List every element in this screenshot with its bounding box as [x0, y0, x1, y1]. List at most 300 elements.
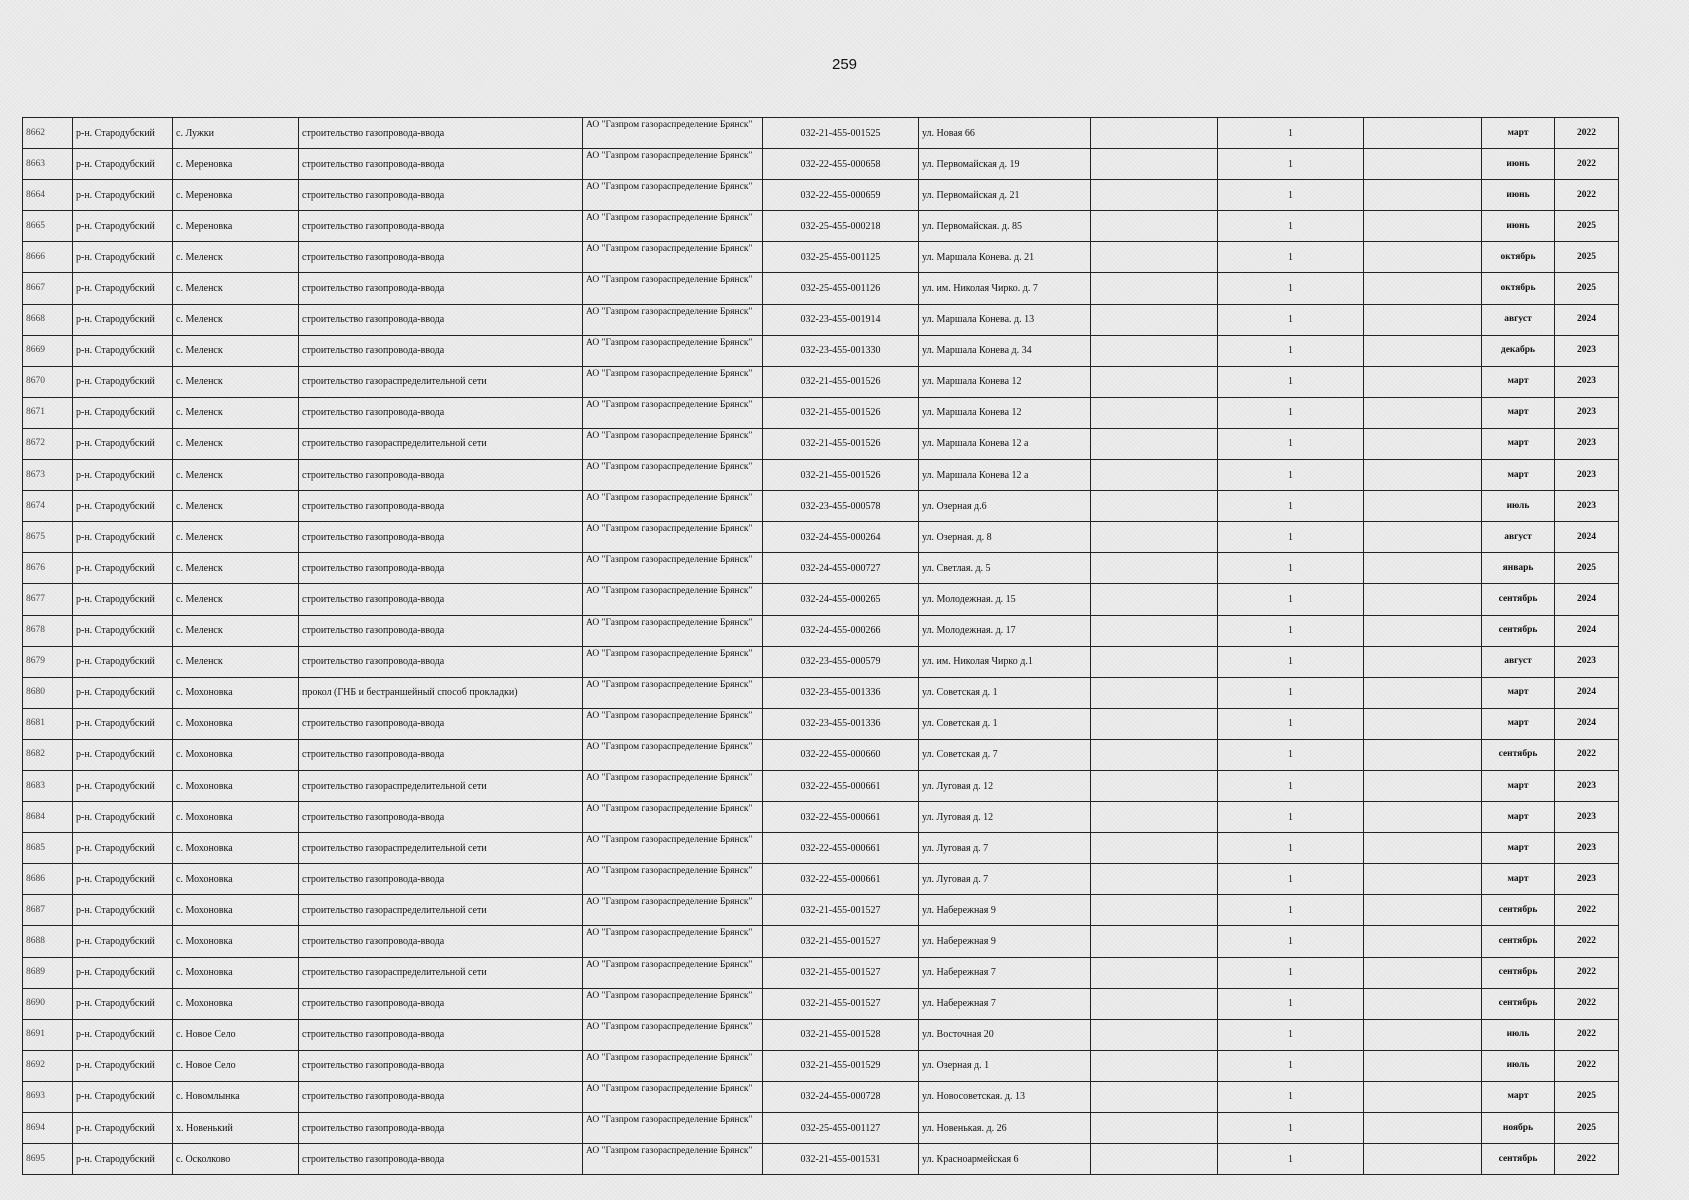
cell-address: ул. Восточная 20: [919, 1019, 1091, 1050]
page-number: 259: [831, 56, 858, 73]
cell-address: ул. Маршала Конева д. 34: [919, 335, 1091, 366]
cell-empty: [1364, 1050, 1482, 1081]
cell-organization: АО "Газпром газораспределение Брянск": [583, 615, 763, 646]
cell-quantity: 1: [1218, 802, 1364, 833]
cell-empty: [1364, 1113, 1482, 1144]
cell-district: р-н. Стародубский: [73, 615, 173, 646]
cell-quantity: 1: [1218, 180, 1364, 211]
cell-object-code: 032-21-455-001526: [763, 428, 919, 459]
cell-object-code: 032-22-455-000661: [763, 864, 919, 895]
cell-year: 2025: [1555, 273, 1619, 304]
cell-address: ул. Набережная 9: [919, 926, 1091, 957]
cell-address: ул. Светлая. д. 5: [919, 553, 1091, 584]
cell-district: р-н. Стародубский: [73, 366, 173, 397]
cell-settlement: с. Новое Село: [173, 1019, 299, 1050]
table-row: [23, 242, 1619, 273]
cell-empty: [1091, 1019, 1218, 1050]
cell-month: март: [1482, 460, 1555, 491]
table-row: [23, 460, 1619, 491]
cell-empty: [1364, 460, 1482, 491]
table-row: [23, 522, 1619, 553]
cell-empty: [1091, 1113, 1218, 1144]
cell-organization: АО "Газпром газораспределение Брянск": [583, 988, 763, 1019]
cell-district: р-н. Стародубский: [73, 397, 173, 428]
cell-year: 2022: [1555, 739, 1619, 770]
cell-address: ул. Маршала Конева 12: [919, 397, 1091, 428]
cell-address: ул. Новенькая. д. 26: [919, 1113, 1091, 1144]
cell-month: июнь: [1482, 180, 1555, 211]
cell-settlement: с. Мохоновка: [173, 926, 299, 957]
cell-quantity: 1: [1218, 304, 1364, 335]
table-row: [23, 584, 1619, 615]
cell-district: р-н. Стародубский: [73, 802, 173, 833]
cell-empty: [1364, 211, 1482, 242]
cell-address: ул. Озерная д. 1: [919, 1050, 1091, 1081]
cell-organization: АО "Газпром газораспределение Брянск": [583, 491, 763, 522]
cell-empty: [1091, 180, 1218, 211]
cell-month: сентябрь: [1482, 988, 1555, 1019]
cell-district: р-н. Стародубский: [73, 304, 173, 335]
cell-organization: АО "Газпром газораспределение Брянск": [583, 397, 763, 428]
cell-address: ул. Маршала Конева 12: [919, 366, 1091, 397]
cell-month: март: [1482, 366, 1555, 397]
cell-month: сентябрь: [1482, 957, 1555, 988]
cell-organization: АО "Газпром газораспределение Брянск": [583, 273, 763, 304]
cell-address: ул. Первомайская д. 19: [919, 149, 1091, 180]
cell-row-number: 8695: [23, 1144, 73, 1175]
cell-row-number: 8678: [23, 615, 73, 646]
cell-district: р-н. Стародубский: [73, 708, 173, 739]
cell-year: 2023: [1555, 366, 1619, 397]
cell-settlement: с. Меленск: [173, 366, 299, 397]
cell-work-type: строительство газопровода-ввода: [299, 460, 583, 491]
cell-settlement: с. Меленск: [173, 584, 299, 615]
cell-organization: АО "Газпром газораспределение Брянск": [583, 180, 763, 211]
cell-settlement: с. Мохоновка: [173, 708, 299, 739]
cell-year: 2024: [1555, 522, 1619, 553]
table-row: [23, 864, 1619, 895]
cell-work-type: строительство газопровода-ввода: [299, 242, 583, 273]
cell-row-number: 8690: [23, 988, 73, 1019]
cell-empty: [1364, 802, 1482, 833]
cell-object-code: 032-21-455-001526: [763, 366, 919, 397]
cell-organization: АО "Газпром газораспределение Брянск": [583, 833, 763, 864]
cell-object-code: 032-23-455-001336: [763, 708, 919, 739]
cell-quantity: 1: [1218, 1113, 1364, 1144]
cell-work-type: строительство газопровода-ввода: [299, 615, 583, 646]
cell-organization: АО "Газпром газораспределение Брянск": [583, 118, 763, 149]
cell-settlement: с. Меленск: [173, 242, 299, 273]
cell-work-type: строительство газопровода-ввода: [299, 118, 583, 149]
cell-empty: [1364, 864, 1482, 895]
cell-organization: АО "Газпром газораспределение Брянск": [583, 1113, 763, 1144]
cell-year: 2025: [1555, 1081, 1619, 1112]
cell-quantity: 1: [1218, 211, 1364, 242]
cell-month: март: [1482, 1081, 1555, 1112]
table-row: [23, 708, 1619, 739]
cell-settlement: с. Меленск: [173, 335, 299, 366]
cell-empty: [1091, 677, 1218, 708]
cell-work-type: строительство газопровода-ввода: [299, 335, 583, 366]
cell-month: сентябрь: [1482, 926, 1555, 957]
cell-empty: [1091, 646, 1218, 677]
cell-row-number: 8681: [23, 708, 73, 739]
cell-month: август: [1482, 304, 1555, 335]
cell-work-type: строительство газораспределительной сети: [299, 366, 583, 397]
cell-month: июль: [1482, 1050, 1555, 1081]
cell-empty: [1364, 491, 1482, 522]
cell-district: р-н. Стародубский: [73, 460, 173, 491]
cell-work-type: строительство газопровода-ввода: [299, 1113, 583, 1144]
cell-empty: [1364, 1144, 1482, 1175]
cell-month: июль: [1482, 1019, 1555, 1050]
cell-organization: АО "Газпром газораспределение Брянск": [583, 522, 763, 553]
cell-organization: АО "Газпром газораспределение Брянск": [583, 428, 763, 459]
cell-quantity: 1: [1218, 335, 1364, 366]
cell-quantity: 1: [1218, 242, 1364, 273]
cell-empty: [1364, 242, 1482, 273]
cell-empty: [1364, 739, 1482, 770]
cell-month: март: [1482, 864, 1555, 895]
cell-empty: [1364, 833, 1482, 864]
cell-address: ул. им. Николая Чирко. д. 7: [919, 273, 1091, 304]
cell-row-number: 8680: [23, 677, 73, 708]
cell-work-type: строительство газопровода-ввода: [299, 1081, 583, 1112]
table-row: [23, 615, 1619, 646]
cell-settlement: с. Осколково: [173, 1144, 299, 1175]
cell-settlement: с. Мохоновка: [173, 988, 299, 1019]
cell-address: ул. Первомайская. д. 85: [919, 211, 1091, 242]
cell-work-type: строительство газопровода-ввода: [299, 1144, 583, 1175]
cell-empty: [1091, 1081, 1218, 1112]
cell-empty: [1364, 522, 1482, 553]
cell-empty: [1364, 149, 1482, 180]
table-row: [23, 553, 1619, 584]
cell-organization: АО "Газпром газораспределение Брянск": [583, 677, 763, 708]
table-row: [23, 895, 1619, 926]
cell-district: р-н. Стародубский: [73, 988, 173, 1019]
cell-year: 2023: [1555, 864, 1619, 895]
cell-address: ул. Советская д. 1: [919, 677, 1091, 708]
cell-quantity: 1: [1218, 957, 1364, 988]
cell-empty: [1364, 708, 1482, 739]
cell-empty: [1364, 397, 1482, 428]
cell-work-type: строительство газопровода-ввода: [299, 739, 583, 770]
cell-month: август: [1482, 646, 1555, 677]
cell-settlement: с. Мереновка: [173, 211, 299, 242]
cell-year: 2025: [1555, 1113, 1619, 1144]
cell-organization: АО "Газпром газораспределение Брянск": [583, 646, 763, 677]
cell-quantity: 1: [1218, 864, 1364, 895]
cell-row-number: 8665: [23, 211, 73, 242]
cell-settlement: с. Новомлынка: [173, 1081, 299, 1112]
table-row: [23, 1113, 1619, 1144]
cell-object-code: 032-24-455-000727: [763, 553, 919, 584]
cell-work-type: строительство газораспределительной сети: [299, 895, 583, 926]
cell-district: р-н. Стародубский: [73, 491, 173, 522]
cell-month: март: [1482, 802, 1555, 833]
cell-address: ул. им. Николая Чирко д.1: [919, 646, 1091, 677]
cell-work-type: строительство газопровода-ввода: [299, 149, 583, 180]
cell-empty: [1091, 149, 1218, 180]
cell-empty: [1091, 708, 1218, 739]
cell-row-number: 8689: [23, 957, 73, 988]
cell-organization: АО "Газпром газораспределение Брянск": [583, 1050, 763, 1081]
cell-empty: [1364, 1019, 1482, 1050]
table-row: [23, 304, 1619, 335]
cell-row-number: 8673: [23, 460, 73, 491]
cell-settlement: с. Меленск: [173, 397, 299, 428]
cell-empty: [1091, 428, 1218, 459]
cell-year: 2022: [1555, 1050, 1619, 1081]
cell-address: ул. Набережная 7: [919, 957, 1091, 988]
cell-month: ноябрь: [1482, 1113, 1555, 1144]
cell-district: р-н. Стародубский: [73, 149, 173, 180]
cell-organization: АО "Газпром газораспределение Брянск": [583, 149, 763, 180]
cell-object-code: 032-21-455-001527: [763, 988, 919, 1019]
cell-organization: АО "Газпром газораспределение Брянск": [583, 335, 763, 366]
cell-month: март: [1482, 428, 1555, 459]
cell-quantity: 1: [1218, 273, 1364, 304]
cell-row-number: 8685: [23, 833, 73, 864]
cell-year: 2023: [1555, 491, 1619, 522]
cell-row-number: 8674: [23, 491, 73, 522]
cell-row-number: 8662: [23, 118, 73, 149]
cell-object-code: 032-21-455-001526: [763, 460, 919, 491]
cell-work-type: строительство газопровода-ввода: [299, 584, 583, 615]
cell-organization: АО "Газпром газораспределение Брянск": [583, 895, 763, 926]
cell-row-number: 8687: [23, 895, 73, 926]
cell-organization: АО "Газпром газораспределение Брянск": [583, 1081, 763, 1112]
cell-object-code: 032-25-455-001125: [763, 242, 919, 273]
table-row: [23, 926, 1619, 957]
cell-year: 2025: [1555, 242, 1619, 273]
cell-quantity: 1: [1218, 428, 1364, 459]
cell-work-type: строительство газопровода-ввода: [299, 864, 583, 895]
cell-organization: АО "Газпром газораспределение Брянск": [583, 1019, 763, 1050]
cell-object-code: 032-23-455-001330: [763, 335, 919, 366]
cell-row-number: 8669: [23, 335, 73, 366]
cell-empty: [1364, 646, 1482, 677]
cell-year: 2023: [1555, 460, 1619, 491]
table-row: [23, 180, 1619, 211]
cell-work-type: строительство газопровода-ввода: [299, 553, 583, 584]
cell-settlement: х. Новенький: [173, 1113, 299, 1144]
cell-object-code: 032-22-455-000661: [763, 833, 919, 864]
cell-address: ул. Набережная 9: [919, 895, 1091, 926]
cell-row-number: 8693: [23, 1081, 73, 1112]
cell-settlement: с. Мохоновка: [173, 833, 299, 864]
cell-quantity: 1: [1218, 460, 1364, 491]
cell-empty: [1091, 522, 1218, 553]
cell-row-number: 8684: [23, 802, 73, 833]
cell-settlement: с. Меленск: [173, 273, 299, 304]
cell-organization: АО "Газпром газораспределение Брянск": [583, 366, 763, 397]
cell-month: октябрь: [1482, 273, 1555, 304]
cell-district: р-н. Стародубский: [73, 522, 173, 553]
table-row: [23, 770, 1619, 801]
cell-empty: [1091, 1144, 1218, 1175]
cell-quantity: 1: [1218, 397, 1364, 428]
cell-organization: АО "Газпром газораспределение Брянск": [583, 957, 763, 988]
cell-month: сентябрь: [1482, 1144, 1555, 1175]
cell-empty: [1364, 677, 1482, 708]
cell-empty: [1364, 926, 1482, 957]
cell-object-code: 032-22-455-000660: [763, 739, 919, 770]
cell-address: ул. Озерная д.6: [919, 491, 1091, 522]
cell-year: 2023: [1555, 397, 1619, 428]
cell-empty: [1091, 1050, 1218, 1081]
cell-year: 2022: [1555, 1019, 1619, 1050]
cell-settlement: с. Лужки: [173, 118, 299, 149]
cell-quantity: 1: [1218, 1081, 1364, 1112]
table-row: [23, 677, 1619, 708]
cell-empty: [1364, 1081, 1482, 1112]
cell-address: ул. Набережная 7: [919, 988, 1091, 1019]
table-row: [23, 988, 1619, 1019]
cell-row-number: 8682: [23, 739, 73, 770]
cell-organization: АО "Газпром газораспределение Брянск": [583, 242, 763, 273]
cell-quantity: 1: [1218, 615, 1364, 646]
cell-district: р-н. Стародубский: [73, 739, 173, 770]
cell-year: 2023: [1555, 770, 1619, 801]
cell-quantity: 1: [1218, 491, 1364, 522]
cell-district: р-н. Стародубский: [73, 646, 173, 677]
cell-object-code: 032-22-455-000659: [763, 180, 919, 211]
cell-settlement: с. Мохоновка: [173, 864, 299, 895]
cell-district: р-н. Стародубский: [73, 1050, 173, 1081]
table-row: [23, 646, 1619, 677]
table-row: [23, 1050, 1619, 1081]
cell-quantity: 1: [1218, 677, 1364, 708]
cell-empty: [1091, 957, 1218, 988]
cell-empty: [1091, 460, 1218, 491]
cell-quantity: 1: [1218, 926, 1364, 957]
table-row: [23, 802, 1619, 833]
cell-work-type: строительство газораспределительной сети: [299, 833, 583, 864]
cell-address: ул. Маршала Конева. д. 21: [919, 242, 1091, 273]
cell-row-number: 8688: [23, 926, 73, 957]
cell-row-number: 8683: [23, 770, 73, 801]
cell-work-type: строительство газораспределительной сети: [299, 957, 583, 988]
cell-year: 2022: [1555, 957, 1619, 988]
table-row: [23, 1144, 1619, 1175]
cell-empty: [1364, 428, 1482, 459]
cell-object-code: 032-21-455-001527: [763, 895, 919, 926]
table-row: [23, 397, 1619, 428]
cell-address: ул. Красноармейская 6: [919, 1144, 1091, 1175]
cell-settlement: с. Мохоновка: [173, 802, 299, 833]
cell-work-type: строительство газопровода-ввода: [299, 988, 583, 1019]
cell-object-code: 032-21-455-001529: [763, 1050, 919, 1081]
table-body: [23, 118, 1619, 1175]
cell-quantity: 1: [1218, 118, 1364, 149]
cell-empty: [1091, 553, 1218, 584]
cell-empty: [1364, 615, 1482, 646]
cell-object-code: 032-21-455-001526: [763, 397, 919, 428]
cell-empty: [1364, 770, 1482, 801]
cell-work-type: строительство газораспределительной сети: [299, 428, 583, 459]
cell-year: 2023: [1555, 802, 1619, 833]
cell-object-code: 032-23-455-000579: [763, 646, 919, 677]
cell-object-code: 032-25-455-001126: [763, 273, 919, 304]
cell-work-type: строительство газораспределительной сети: [299, 770, 583, 801]
cell-organization: АО "Газпром газораспределение Брянск": [583, 739, 763, 770]
cell-year: 2023: [1555, 335, 1619, 366]
cell-quantity: 1: [1218, 895, 1364, 926]
cell-address: ул. Маршала Конева 12 а: [919, 428, 1091, 459]
cell-year: 2023: [1555, 833, 1619, 864]
cell-address: ул. Молодежная. д. 15: [919, 584, 1091, 615]
cell-organization: АО "Газпром газораспределение Брянск": [583, 770, 763, 801]
cell-object-code: 032-25-455-000218: [763, 211, 919, 242]
cell-year: 2023: [1555, 428, 1619, 459]
cell-address: ул. Советская д. 1: [919, 708, 1091, 739]
cell-quantity: 1: [1218, 708, 1364, 739]
cell-district: р-н. Стародубский: [73, 211, 173, 242]
cell-empty: [1091, 864, 1218, 895]
cell-year: 2025: [1555, 211, 1619, 242]
cell-organization: АО "Газпром газораспределение Брянск": [583, 584, 763, 615]
cell-work-type: строительство газопровода-ввода: [299, 273, 583, 304]
cell-settlement: с. Мохоновка: [173, 677, 299, 708]
cell-settlement: с. Мохоновка: [173, 739, 299, 770]
cell-work-type: строительство газопровода-ввода: [299, 1050, 583, 1081]
cell-month: март: [1482, 677, 1555, 708]
cell-empty: [1364, 180, 1482, 211]
cell-address: ул. Луговая д. 7: [919, 833, 1091, 864]
cell-object-code: 032-24-455-000266: [763, 615, 919, 646]
cell-year: 2024: [1555, 708, 1619, 739]
cell-settlement: с. Меленск: [173, 615, 299, 646]
cell-settlement: с. Меленск: [173, 304, 299, 335]
cell-work-type: прокол (ГНБ и бестраншейный способ прокладки): [299, 677, 583, 708]
cell-object-code: 032-21-455-001528: [763, 1019, 919, 1050]
table-row: [23, 739, 1619, 770]
cell-row-number: 8670: [23, 366, 73, 397]
cell-empty: [1091, 739, 1218, 770]
cell-empty: [1364, 553, 1482, 584]
cell-empty: [1091, 211, 1218, 242]
cell-object-code: 032-23-455-001914: [763, 304, 919, 335]
cell-row-number: 8692: [23, 1050, 73, 1081]
cell-work-type: строительство газопровода-ввода: [299, 802, 583, 833]
cell-month: сентябрь: [1482, 895, 1555, 926]
cell-address: ул. Маршала Конева 12 а: [919, 460, 1091, 491]
cell-empty: [1091, 491, 1218, 522]
cell-settlement: с. Меленск: [173, 553, 299, 584]
cell-work-type: строительство газопровода-ввода: [299, 522, 583, 553]
cell-work-type: строительство газопровода-ввода: [299, 1019, 583, 1050]
cell-quantity: 1: [1218, 1019, 1364, 1050]
cell-district: р-н. Стародубский: [73, 584, 173, 615]
cell-empty: [1091, 988, 1218, 1019]
cell-district: р-н. Стародубский: [73, 957, 173, 988]
cell-month: январь: [1482, 553, 1555, 584]
cell-year: 2022: [1555, 895, 1619, 926]
cell-row-number: 8676: [23, 553, 73, 584]
cell-row-number: 8675: [23, 522, 73, 553]
cell-empty: [1091, 770, 1218, 801]
cell-empty: [1091, 304, 1218, 335]
cell-district: р-н. Стародубский: [73, 1081, 173, 1112]
table-row: [23, 491, 1619, 522]
cell-district: р-н. Стародубский: [73, 118, 173, 149]
cell-work-type: строительство газопровода-ввода: [299, 304, 583, 335]
cell-row-number: 8664: [23, 180, 73, 211]
cell-work-type: строительство газопровода-ввода: [299, 708, 583, 739]
cell-work-type: строительство газопровода-ввода: [299, 211, 583, 242]
